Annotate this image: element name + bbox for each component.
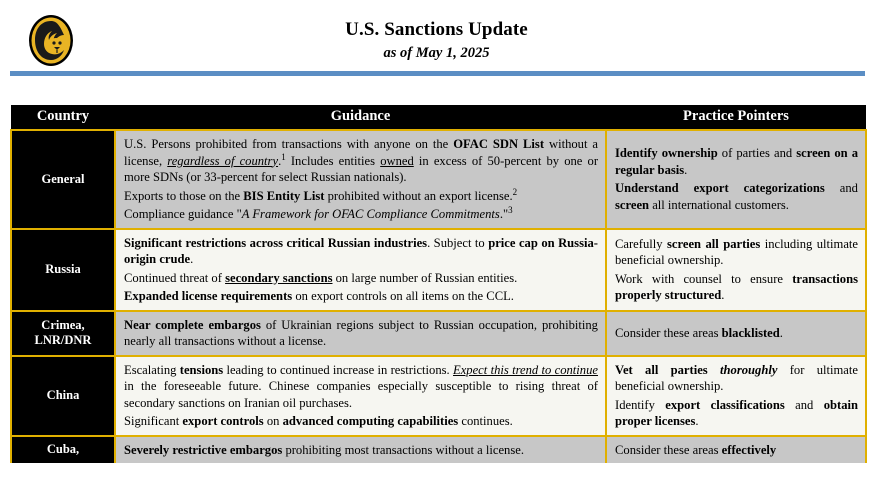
title-block bbox=[0, 18, 873, 63]
cell-guidance: Escalating tensions leading to continued increase in restrictions. Expect this trend to continue in the foreseeable future. Chinese companies especially susceptible to rising threat of secondary sanctions on Iranian oil purchases. Significant export controls on advanced computing capabilities continues. bbox=[115, 356, 606, 436]
column-header-practice-pointers: Practice Pointers bbox=[606, 105, 866, 130]
document-header bbox=[0, 0, 873, 68]
sanctions-table-wrapper bbox=[10, 105, 865, 463]
cell-practice-pointers: Vet all parties thoroughly for ultimate beneficial ownership. Identify export classifications and obtain proper licenses. bbox=[606, 356, 866, 436]
table-row bbox=[11, 436, 866, 464]
cell-country: General bbox=[11, 130, 115, 229]
header-divider-rule bbox=[10, 71, 865, 76]
sanctions-table bbox=[10, 105, 867, 463]
cell-practice-pointers: Consider these areas effectively bbox=[606, 436, 866, 464]
cell-country: Crimea, LNR/DNR bbox=[11, 311, 115, 356]
table-row bbox=[11, 130, 866, 229]
cell-guidance: U.S. Persons prohibited from transactions with anyone on the OFAC SDN List without a license, regardless of country.$^1$ Includes entities owned in excess of 50-percent by one or more SDNs (or 33-percent for select Russian nationals). Exports to those on the BIS Entity List prohibited without an export license.$^2$ Compliance guidance "A Framework for OFAC Compliance Commitments."$^3$ bbox=[115, 130, 606, 229]
page-subtitle: as of May 1, 2025 bbox=[383, 45, 490, 61]
cell-guidance: Near complete embargos of Ukrainian regions subject to Russian occupation, prohibiting nearly all transactions without a license. bbox=[115, 311, 606, 356]
cell-guidance: Severely restrictive embargos prohibiting most transactions without a license. bbox=[115, 436, 606, 464]
table-row bbox=[11, 229, 866, 311]
cell-practice-pointers: Consider these areas blacklisted. bbox=[606, 311, 866, 356]
table-row bbox=[11, 356, 866, 436]
cell-country: China bbox=[11, 356, 115, 436]
table-header-row bbox=[11, 105, 866, 130]
cell-guidance: Significant restrictions across critical Russian industries. Subject to price cap on Russia-origin crude. Continued threat of secondary sanctions on large number of Russian entities. Expanded license requirements on export controls on all items on the CCL. bbox=[115, 229, 606, 311]
column-header-guidance: Guidance bbox=[115, 105, 606, 130]
cell-country: Russia bbox=[11, 229, 115, 311]
table-row bbox=[11, 311, 866, 356]
cell-practice-pointers: Carefully screen all parties including ultimate beneficial ownership. Work with counsel to ensure transactions properly structured. bbox=[606, 229, 866, 311]
cell-country: Cuba, bbox=[11, 436, 115, 464]
sanctions-table-body bbox=[11, 130, 866, 463]
cell-practice-pointers: Identify ownership of parties and screen on a regular basis. Understand export categorizations and screen all international customers. bbox=[606, 130, 866, 229]
column-header-country: Country bbox=[11, 105, 115, 130]
page-title: U.S. Sanctions Update bbox=[345, 19, 528, 40]
